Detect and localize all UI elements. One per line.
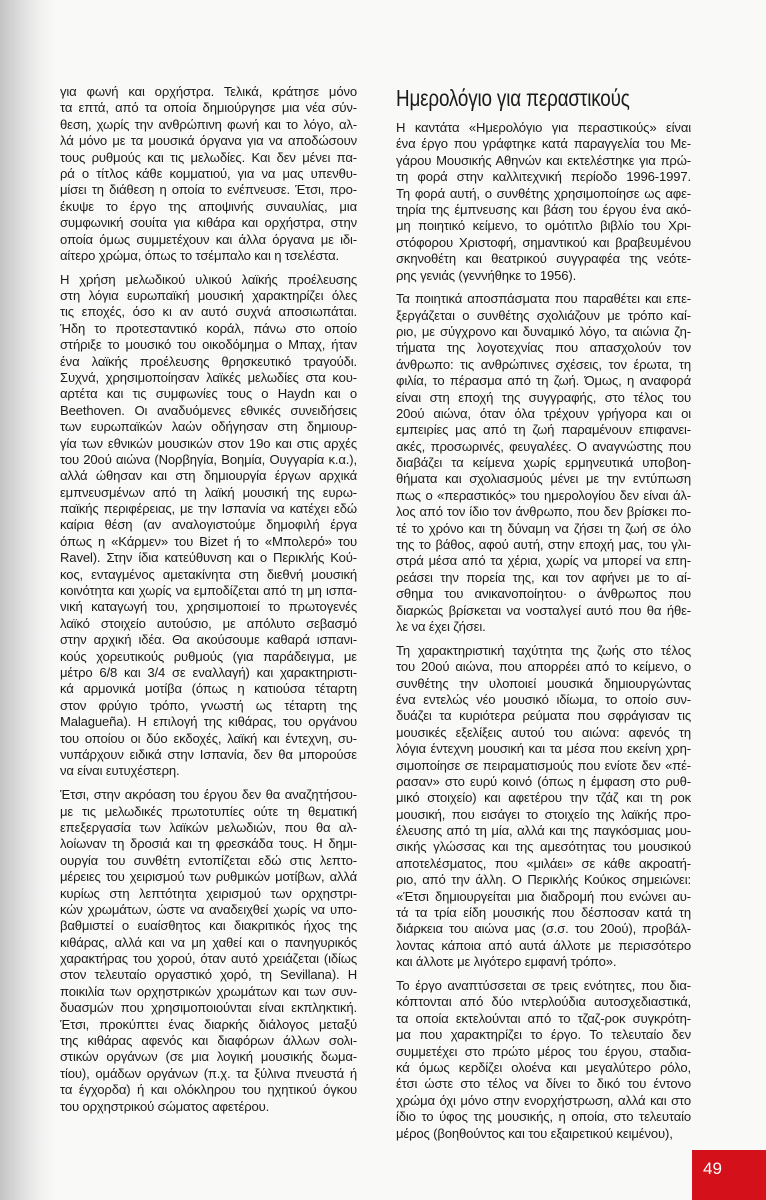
text-line: ρά ο τίτλος κάθε κομματιού, για να μας υπενθυ-	[60, 165, 357, 181]
text-line: σιμοποίησε σε πειραματισμούς που ενίοτε δεν «πέ-	[396, 757, 691, 773]
text-line: εμπνευσμένων από τη λαϊκή μουσική της ευρω-	[60, 484, 357, 500]
page-number-box	[692, 1150, 766, 1200]
text-line: καίρια θέση (αν αναλογιστούμε δημοφιλή έργα	[60, 517, 357, 533]
text-line: Συχνά, χρησιμοποίησαν λαϊκές μελωδίες στα κου-	[60, 369, 357, 385]
text-line: διαβάζει τα κείμενα χωρίς ερμηνευτικά υποβοη-	[396, 455, 691, 471]
text-line: κά αρμονικά μοτίβα (όπως η κατιούσα τέταρτη	[60, 681, 357, 697]
text-line: τηρία της έμπνευσης και βάση του έργου ένα ακό-	[396, 201, 691, 217]
text-line: πως ο «περαστικός» του ημερολογίου δεν είναι άλ-	[396, 487, 691, 503]
text-line: Η καντάτα «Ημερολόγιο για περαστικούς» είναι	[396, 120, 691, 135]
text-line: έκυψε το έργο της αποψινής συναυλίας, μια	[60, 198, 357, 214]
text-line: και άλλοτε με λιγότερο εμφανή τρόπο».	[396, 954, 617, 970]
text-line: ρεάσει την πορεία της, και τον αφήνει με το αί-	[396, 569, 691, 585]
text-line: λε να έχει ζήσει.	[396, 619, 486, 634]
text-line: με τις μελωδικές πρωτοτυπίες ούτε τη θεματική	[60, 803, 357, 819]
text-line: διαρκώς βρίσκεται να νοσταλγεί αυτό που θα ήθε-	[396, 602, 691, 618]
text-line: μέρειες του χειρισμού των ρυθμικών μοτίβων, αλλά	[60, 869, 357, 885]
text-line: αρτέτα και τις συμφωνίες τους ο Haydn και ο	[60, 386, 357, 402]
text-line: στρά μέσα από τα χέρια, χωρίς να μπορεί να επη-	[396, 553, 691, 569]
text-line: λοντας κάποια από αυτά άλλοτε με περισσότερο	[396, 937, 691, 953]
paragraph	[60, 84, 357, 264]
text-line: του οποίου οι δύο εκδοχές, λαϊκή και έντεχνη, συ-	[60, 730, 357, 746]
text-line: Ήδη το προτεσταντικό κοράλ, πάνω στο οποίο	[60, 320, 357, 336]
text-line: Ravel). Στην ίδια κατεύθυνση και ο Περικλής Κού-	[60, 550, 357, 566]
text-line: νική καταγωγή του, χρησιμοποιεί το πρωτογενές	[60, 599, 357, 615]
text-line: λόγια έντεχνη μουσική και τα μέσα που εκείνη χρη-	[396, 741, 691, 757]
page-gutter-shadow	[0, 0, 56, 1200]
text-line: επεξεργασία των λαϊκών μελωδιών, που θα αλ-	[60, 819, 357, 835]
text-line: τους ρυθμούς και τις μελωδίες. Και δεν μένει πα-	[60, 149, 357, 165]
text-line: τα επτά, από τα οποία δημιούργησε μια νέα σύν-	[60, 100, 357, 116]
text-line: κόπτονται από δύο ιντερλούδια αυτοσχεδιαστικά,	[396, 994, 691, 1010]
text-line: του 20ού αιώνα (Νορβηγία, Βοημία, Ουγγαρία κ.α.),	[60, 451, 357, 467]
text-line: για φωνή και ορχήστρα. Τελικά, κράτησε μόνο	[60, 84, 357, 99]
text-line: ριο, με σύγχρονο και δυναμικό λόγο, τα αιώνια ζη-	[396, 323, 691, 339]
text-line: τήματα της λογοτεχνίας που απασχολούν τον	[396, 340, 691, 356]
text-line: μέρος (βοηθούντος και του εξαιρετικού κειμένου),	[396, 1125, 673, 1141]
text-line: άνθρωπο: τις ανθρώπινες σχέσεις, τον έρωτα, τη	[396, 356, 691, 372]
text-line: αίτερο χρώμα, όπως το τσέμπαλο και η τσελέστα.	[60, 247, 340, 263]
text-line: κούς χορευτικούς ρυθμούς (για παράδειγμα, με	[60, 648, 357, 664]
text-line: όπως η «Κάρμεν» του Bizet ή το «Μπολερό» του	[60, 533, 357, 549]
text-line: στην αρχική ιδέα. Θα ακούσουμε καθαρά ισπανι-	[60, 632, 357, 648]
text-line: τα οποία εκτελούνται από το τζαζ-ροκ συγκρότη-	[396, 1010, 691, 1026]
paragraph	[396, 643, 691, 971]
text-line: ένα λαϊκής προέλευσης θρησκευτικό τραγούδι.	[60, 353, 357, 369]
text-line: ριο, από την άλλη. Ο Περικλής Κούκος σημειώνει:	[396, 872, 691, 888]
text-line: τέ το χρόνο και τη δύναμη να ζήσει τη ζωή σε όλο	[396, 520, 691, 536]
text-line: συμφωνική σουίτα για κιθάρα και ορχήστρα, στην	[60, 215, 357, 231]
text-line: αποτελέσματος, που «μιλάει» σε κάθε ακροατή-	[396, 855, 691, 871]
paragraph	[396, 291, 691, 635]
text-line: οποία όμως συμμετέχουν και άλλα όργανα με ιδι-	[60, 231, 357, 247]
text-line: 20ού αιώνα, όταν όλα τρέχουν γρήγορα και οι	[396, 405, 691, 421]
text-line: λοίωναν τη δροσιά και τη φρεσκάδα τους. Η δημι-	[60, 836, 357, 852]
paragraph	[396, 120, 691, 284]
text-line: θήματα και σχολιασμούς μένει με την εντύπωση	[396, 471, 691, 487]
text-line: τά τα τρία είδη μουσικής που δέσποσαν κατά τη	[396, 905, 691, 921]
text-line: μα που χαρακτηρίζει το έργο. Το τελευταίο δεν	[396, 1027, 691, 1043]
text-line: τις εποχές, όσο κι αν αυτό συχνά αποσιωπάται.	[60, 304, 357, 320]
text-line: λαϊκό στοιχείο αυτούσιο, με απόλυτο σεβασμό	[60, 615, 357, 631]
text-line: μουσικές εξελίξεις αυτού του αιώνα: αφενός τη	[396, 724, 691, 740]
text-line: να είναι ευτυχέστερη.	[60, 763, 180, 779]
text-line: μουσική, που εισάγει το στοιχείο της λαϊκής προ-	[396, 806, 691, 822]
text-line: κά όμως κερδίζει ολοένα και μεγαλύτερο ρόλο,	[396, 1059, 691, 1075]
text-line: ρης γενιάς (γεννήθηκε το 1956).	[396, 267, 577, 283]
text-line: διάρκεια του αιώνα μας (σ.σ. του 20ού), προβάλ-	[396, 921, 691, 937]
text-line: Έτσι, στην ακρόαση του έργου δεν θα αναζητήσου-	[60, 787, 357, 803]
text-line: μικό στοιχείο) και αφετέρου την τζάζ και τη ροκ	[396, 790, 691, 806]
text-line: κοινότητα και χωρίς να εμποδίζεται από τη μη ισπα-	[60, 583, 357, 599]
text-line: κών χρωμάτων, ώστε να αναδειχθεί χωρίς να υπο-	[60, 901, 357, 917]
text-line: σικής γλώσσας και της αμεσότητας του μουσικού	[396, 839, 691, 855]
text-line: εμπειρίες μας από τη ζωή παραμένουν επιφανει-	[396, 422, 691, 438]
text-line: Τη φορά αυτή, ο συνθέτης χρησιμοποίησε ως αφε-	[396, 185, 691, 201]
text-line: χρώμα όχι μόνο στην ενορχήστρωση, αλλά και στο	[396, 1092, 691, 1108]
text-line: δυασμών που χρησιμοποιούνται είναι εκπληκτική.	[60, 1000, 357, 1016]
text-line: αλλά ώθησαν και στη δημιουργία έργων αρχικά	[60, 468, 357, 484]
text-line: των ευρωπαϊκών λαών οδήγησαν στη δημιουρ-	[60, 419, 357, 435]
text-line: γία των εθνικών μουσικών στον 19ο και στις αρχές	[60, 435, 357, 451]
text-line: λά μόνο με τα μουσικά όργανα για να αποδώσουν	[60, 133, 357, 149]
text-line: τα έγχορδα) ή και ολόκληρου του ηχητικού όγκου	[60, 1082, 357, 1098]
text-line: ουργία του συνθέτη εντοπίζεται εδώ στις λεπτο-	[60, 852, 357, 868]
text-line: λος από τον ίδιο τον άνθρωπο, που δεν βρίσκει πο-	[396, 504, 691, 520]
text-line: ένα έργο που γράφτηκε κατά παραγγελία του Με-	[396, 136, 691, 152]
text-line: της το βάθος, αφού αυτή, στην εποχή μας, του γλι-	[396, 537, 691, 553]
text-line: Beethoven. Οι αναδυόμενες εθνικές συνειδήσεις	[60, 402, 357, 418]
text-line: Έτσι, προκύπτει ένας διαρκής διάλογος μεταξύ	[60, 1016, 357, 1032]
text-line: είναι στη εποχή της συγγραφής, στο τέλος του	[396, 389, 691, 405]
text-line: κος, ενταγμένος αμετακίνητα στη διεθνή μουσική	[60, 566, 357, 582]
text-line: φιλία, το πέρασμα από τη ζωή. Όμως, η αναφορά	[396, 373, 691, 389]
text-line: σκηνοθέτη και θεατρικού συγγραφέα της νεότε-	[396, 251, 691, 267]
text-line: Η χρήση μελωδικού υλικού λαϊκής προέλευσης	[60, 271, 357, 287]
text-line: ακές, προσωρινές, φευγαλέες. Ο αναγνώστης που	[396, 438, 691, 454]
section-heading: Ημερολόγιο για περαστικούς	[396, 85, 630, 111]
paragraph	[60, 272, 357, 780]
text-line: ίδιο το ύφος της μουσικής, η οποία, στο τελευταίο	[396, 1109, 691, 1125]
text-line: τη φορά στην καλλιτεχνική περίοδο 1996-1997.	[396, 169, 691, 185]
text-line: Malagueña). Η επιλογή της κιθάρας, του οργάνου	[60, 714, 357, 730]
text-line: Το έργο αναπτύσσεται σε τρεις ενότητες, που δια-	[396, 978, 691, 993]
text-line: του ορχηστρικού σώματος αφετέρου.	[60, 1098, 270, 1114]
text-line: ξεργάζεται ο συνθέτης σχολιάζουν με τρόπο καί-	[396, 307, 691, 323]
text-line: στόφορου Χριστοφή, σημαντικού και βραβευμένου	[396, 234, 691, 250]
text-line: συμμετέχει στο πρώτο μέρος του έργου, σταδια-	[396, 1043, 691, 1059]
text-line: θεση, χωρίς την ανθρώπινη φωνή και το λόγο, αλ-	[60, 116, 357, 132]
text-line: Τα ποιητικά αποσπάσματα που παραθέτει και επε-	[396, 291, 691, 307]
text-line: ρασαν» στο ευρύ κοινό (όπως η έμφαση στο ρυθ-	[396, 773, 691, 789]
text-line: στον φρύγιο τρόπο, γνωστή ως τέταρτη της	[60, 697, 357, 713]
text-line: στη λόγια ευρωπαϊκή μουσική χαρακτηρίζει όλες	[60, 287, 357, 303]
text-line: του 20ού αιώνα, που απορρέει από το κείμενο, ο	[396, 659, 691, 675]
text-line: παϊκής περιφέρειας, με την Ισπανία να κατέχει εδώ	[60, 501, 357, 517]
text-line: ένα εντελώς νέο μουσικό ιδίωμα, το οποίο συν-	[396, 691, 691, 707]
text-line: μη ποιητικό κείμενο, το ομότιτλο βιβλίο του Χρι-	[396, 218, 691, 234]
text-line: νυπάρχουν ειδικά στην Ισπανία, δεν θα μπορούσε	[60, 746, 357, 762]
text-line: τίου), ομάδων οργάνων (π.χ. τα ξύλινα πνευστά ή	[60, 1065, 357, 1081]
text-line: γάρου Μουσικής Αθηνών και εκτελέστηκε για πρώ-	[396, 152, 691, 168]
text-line: κυρίως στη λεπτότητα χειρισμού των ορχηστρι-	[60, 885, 357, 901]
text-line: στήριξε το μουσικό του οικοδόμημα ο Μπαχ, ήταν	[60, 337, 357, 353]
text-line: «Έτσι δημιουργείται μια διαδρομή που ενώνει αυ-	[396, 888, 691, 904]
text-line: έτσι ώστε στο τέλος να δίνει το δικό του έντονο	[396, 1076, 691, 1092]
text-line: κιθάρας, αλλά και να μη χαθεί και ο πανηγυρικός	[60, 934, 357, 950]
text-line: βαθμιστεί ο ευαίσθητος και διακριτικός ήχος της	[60, 918, 357, 934]
text-line: μέτρο 6/8 και 3/4 σε εναλλαγή) και χαρακτηριστι-	[60, 664, 357, 680]
text-line: ποικιλία των ορχηστρικών χρωμάτων και των συν-	[60, 983, 357, 999]
text-line: έλευσης από τη μία, αλλά και της παγκόσμιας μου-	[396, 823, 691, 839]
text-line: στικών οργάνων (σε μια λογική μουσικής δωμα-	[60, 1049, 357, 1065]
text-line: σθημα του ανικανοποίητου· ο άνθρωπος που	[396, 586, 691, 602]
paragraph	[60, 787, 357, 1115]
paragraph	[396, 978, 691, 1142]
text-line: Τη χαρακτηριστική ταχύτητα της ζωής στο τέλος	[396, 642, 691, 658]
text-line: χαρακτήρας του χορού, όταν αυτό χρειάζεται (ιδίως	[60, 951, 357, 967]
text-line: της κιθάρας αφενός και διαφόρων άλλων σολι-	[60, 1033, 357, 1049]
text-line: μίσει τη διάθεση η οποία το ενέπνευσε. Έτσι, προ-	[60, 182, 357, 198]
text-line: συνθέτης την υλοποιεί μουσικά δημιουργώντας	[396, 675, 691, 691]
page-number: 49	[703, 1159, 722, 1178]
text-line: δυάζει τα κυριότερα ρεύματα που σφράγισαν τις	[396, 708, 691, 724]
text-line: στον τελευταίο οργαστικό χορό, τη Sevillana). Η	[60, 967, 357, 983]
